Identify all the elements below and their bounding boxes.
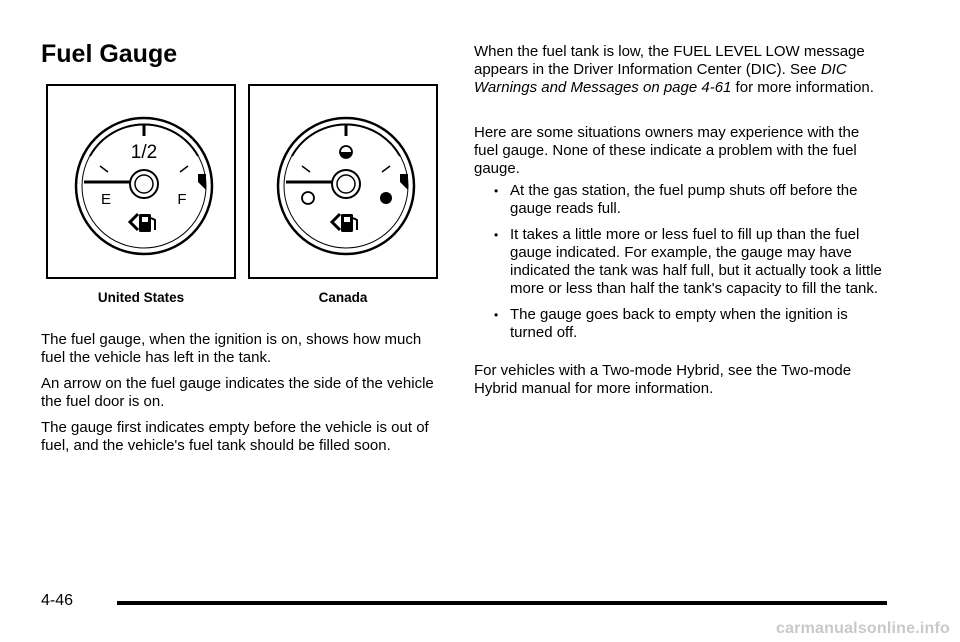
us-gauge-caption: United States: [97, 290, 185, 305]
situations-list: [474, 182, 894, 350]
fuel-pump-icon: [130, 214, 155, 232]
fuel-pump-icon: [332, 214, 357, 232]
us-gauge-full-label: F: [177, 191, 187, 208]
us-fuel-gauge-figure: [46, 84, 236, 279]
list-item: • At the gas station, the fuel pump shuts off before the gauge reads full.: [494, 182, 858, 217]
left-paragraph-2: An arrow on the fuel gauge indicates the side of the vehicle the fuel door is on.: [41, 375, 434, 410]
right-intro-paragraph: [474, 43, 874, 97]
intro-text-a: When the fuel tank is low, the FUEL LEVEL LOW message appears in the Driver Information Center (DIC). See: [474, 43, 865, 78]
empty-symbol-icon: [302, 192, 314, 204]
right-paragraph-3: For vehicles with a Two-mode Hybrid, see the Two-mode Hybrid manual for more information.: [474, 362, 852, 397]
footer-watermark: carmanualsonline.info: [775, 620, 950, 637]
bullet-icon: •: [494, 228, 499, 242]
dic-warnings-reference: DIC Warnings and Messages on page 4-61: [474, 61, 847, 96]
bullet-icon: •: [494, 184, 499, 198]
us-gauge-half-label: 1/2: [130, 142, 158, 163]
us-fuel-gauge-illustration: [48, 86, 234, 277]
list-item: • The gauge goes back to empty when the ignition is turned off.: [494, 306, 848, 341]
bullet-icon: •: [494, 308, 499, 322]
left-paragraph-3: The gauge first indicates empty before the vehicle is out of fuel, and the vehicle's fuel tank should be filled soon.: [41, 419, 429, 454]
canada-fuel-gauge-illustration: [250, 86, 436, 277]
list-item: • It takes a little more or less fuel to fill up than the fuel gauge indicated. For example, the gauge may have indicated the tank was half full, but it actually took a little more or less than half the tank's capacity to fill the tank.: [494, 226, 882, 297]
intro-text-b: for more information.: [731, 79, 874, 96]
footer-rule: [117, 601, 887, 605]
half-tank-symbol-icon: [340, 146, 352, 158]
canada-gauge-caption: Canada: [318, 290, 368, 305]
us-gauge-empty-label: E: [100, 191, 112, 208]
left-paragraph-1: The fuel gauge, when the ignition is on, shows how much fuel the vehicle has left in the tank.: [41, 331, 422, 366]
canada-fuel-gauge-figure: [248, 84, 438, 279]
full-symbol-icon: [380, 192, 392, 204]
page-title: Fuel Gauge: [41, 40, 178, 68]
right-paragraph-2: Here are some situations owners may experience with the fuel gauge. None of these indicate a problem with the fuel gauge.: [474, 124, 860, 177]
page-number: 4-46: [41, 592, 74, 609]
